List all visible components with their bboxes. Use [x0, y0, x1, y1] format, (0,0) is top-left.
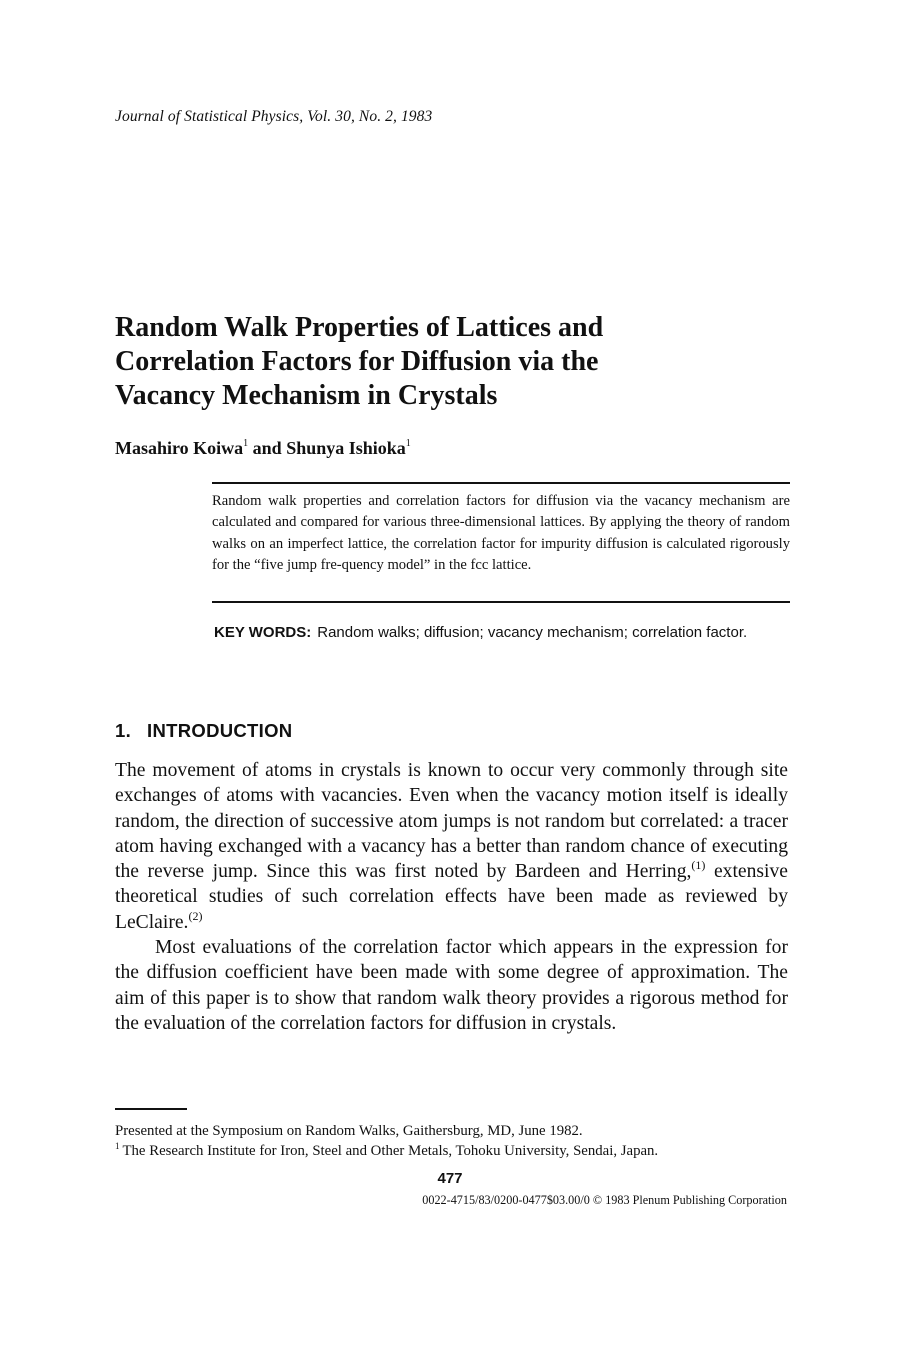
footnote-divider [115, 1108, 187, 1110]
author-affiliation-mark: 1 [243, 438, 249, 449]
paragraph-text: The movement of atoms in crystals is known to occur very commonly through site exchanges of atoms with vacancies. Even when the vacancy motion itself is ideally random, the direction of successive atom jumps is not random but correlated: a tracer atom having exchanged with a vacancy has a better than random chance of executing the reverse jump. Since this was first noted by Bardeen and Herring, [115, 760, 788, 883]
author-name: Masahiro Koiwa [115, 438, 244, 458]
title-line: Correlation Factors for Diffusion via the [115, 346, 599, 377]
footnote-mark: 1 [115, 1141, 120, 1151]
keywords-text: Random walks; diffusion; vacancy mechanism; correlation factor. [317, 624, 748, 641]
paragraph: Most evaluations of the correlation factor which appears in the expression for the diffusion coefficient have been made with some degree of approximation. The aim of this paper is to show that random walk theory provides a rigorous method for the evaluation of the correlation factors for diffusion in crystals. [115, 937, 788, 1034]
body-text [115, 758, 788, 1036]
author-affiliation-mark: 1 [405, 438, 411, 449]
keywords-label: KEY WORDS: [214, 624, 312, 641]
copyright-line: 0022-4715/83/0200-0477$03.00/0 © 1983 Plenum Publishing Corporation [422, 1193, 787, 1207]
title-line: Random Walk Properties of Lattices and [115, 312, 604, 343]
section-number: 1. [115, 720, 132, 741]
footnote-presented: Presented at the Symposium on Random Walks, Gaithersburg, MD, June 1982. [115, 1123, 583, 1139]
citation-ref: (2) [188, 908, 203, 923]
footnote-affiliation [115, 1141, 791, 1161]
abstract-box [212, 482, 790, 603]
abstract-text: Random walk properties and correlation factors for diffusion via the vacancy mechanism are calculated and compared for various three-dimensional lattices. By applying the theory of random walks on an imperfect lattice, the correlation factor for impurity diffusion is calculated rigorously for the “five jump fre-quency model” in the fcc lattice. [212, 493, 790, 574]
author-name: Shunya Ishioka [286, 438, 406, 458]
author-list [115, 438, 411, 459]
page-number: 477 [437, 1170, 463, 1187]
title-line: Vacancy Mechanism in Crystals [115, 380, 498, 411]
section-title: INTRODUCTION [147, 720, 293, 741]
footnotes [115, 1121, 791, 1161]
paragraph [115, 758, 788, 935]
author-joiner: and [252, 438, 282, 458]
paragraph-text: extensive theoretical studies of such correlation effects have been made as reviewed by LeClaire. [115, 861, 788, 933]
footnote-affiliation-text: The Research Institute for Iron, Steel and Other Metals, Tohoku University, Sendai, Japan. [122, 1143, 659, 1159]
journal-citation: Journal of Statistical Physics, Vol. 30, No. 2, 1983 [115, 108, 433, 125]
section-heading [115, 720, 292, 742]
paper-title [115, 311, 755, 413]
keywords [214, 622, 790, 643]
citation-ref: (1) [691, 858, 706, 873]
